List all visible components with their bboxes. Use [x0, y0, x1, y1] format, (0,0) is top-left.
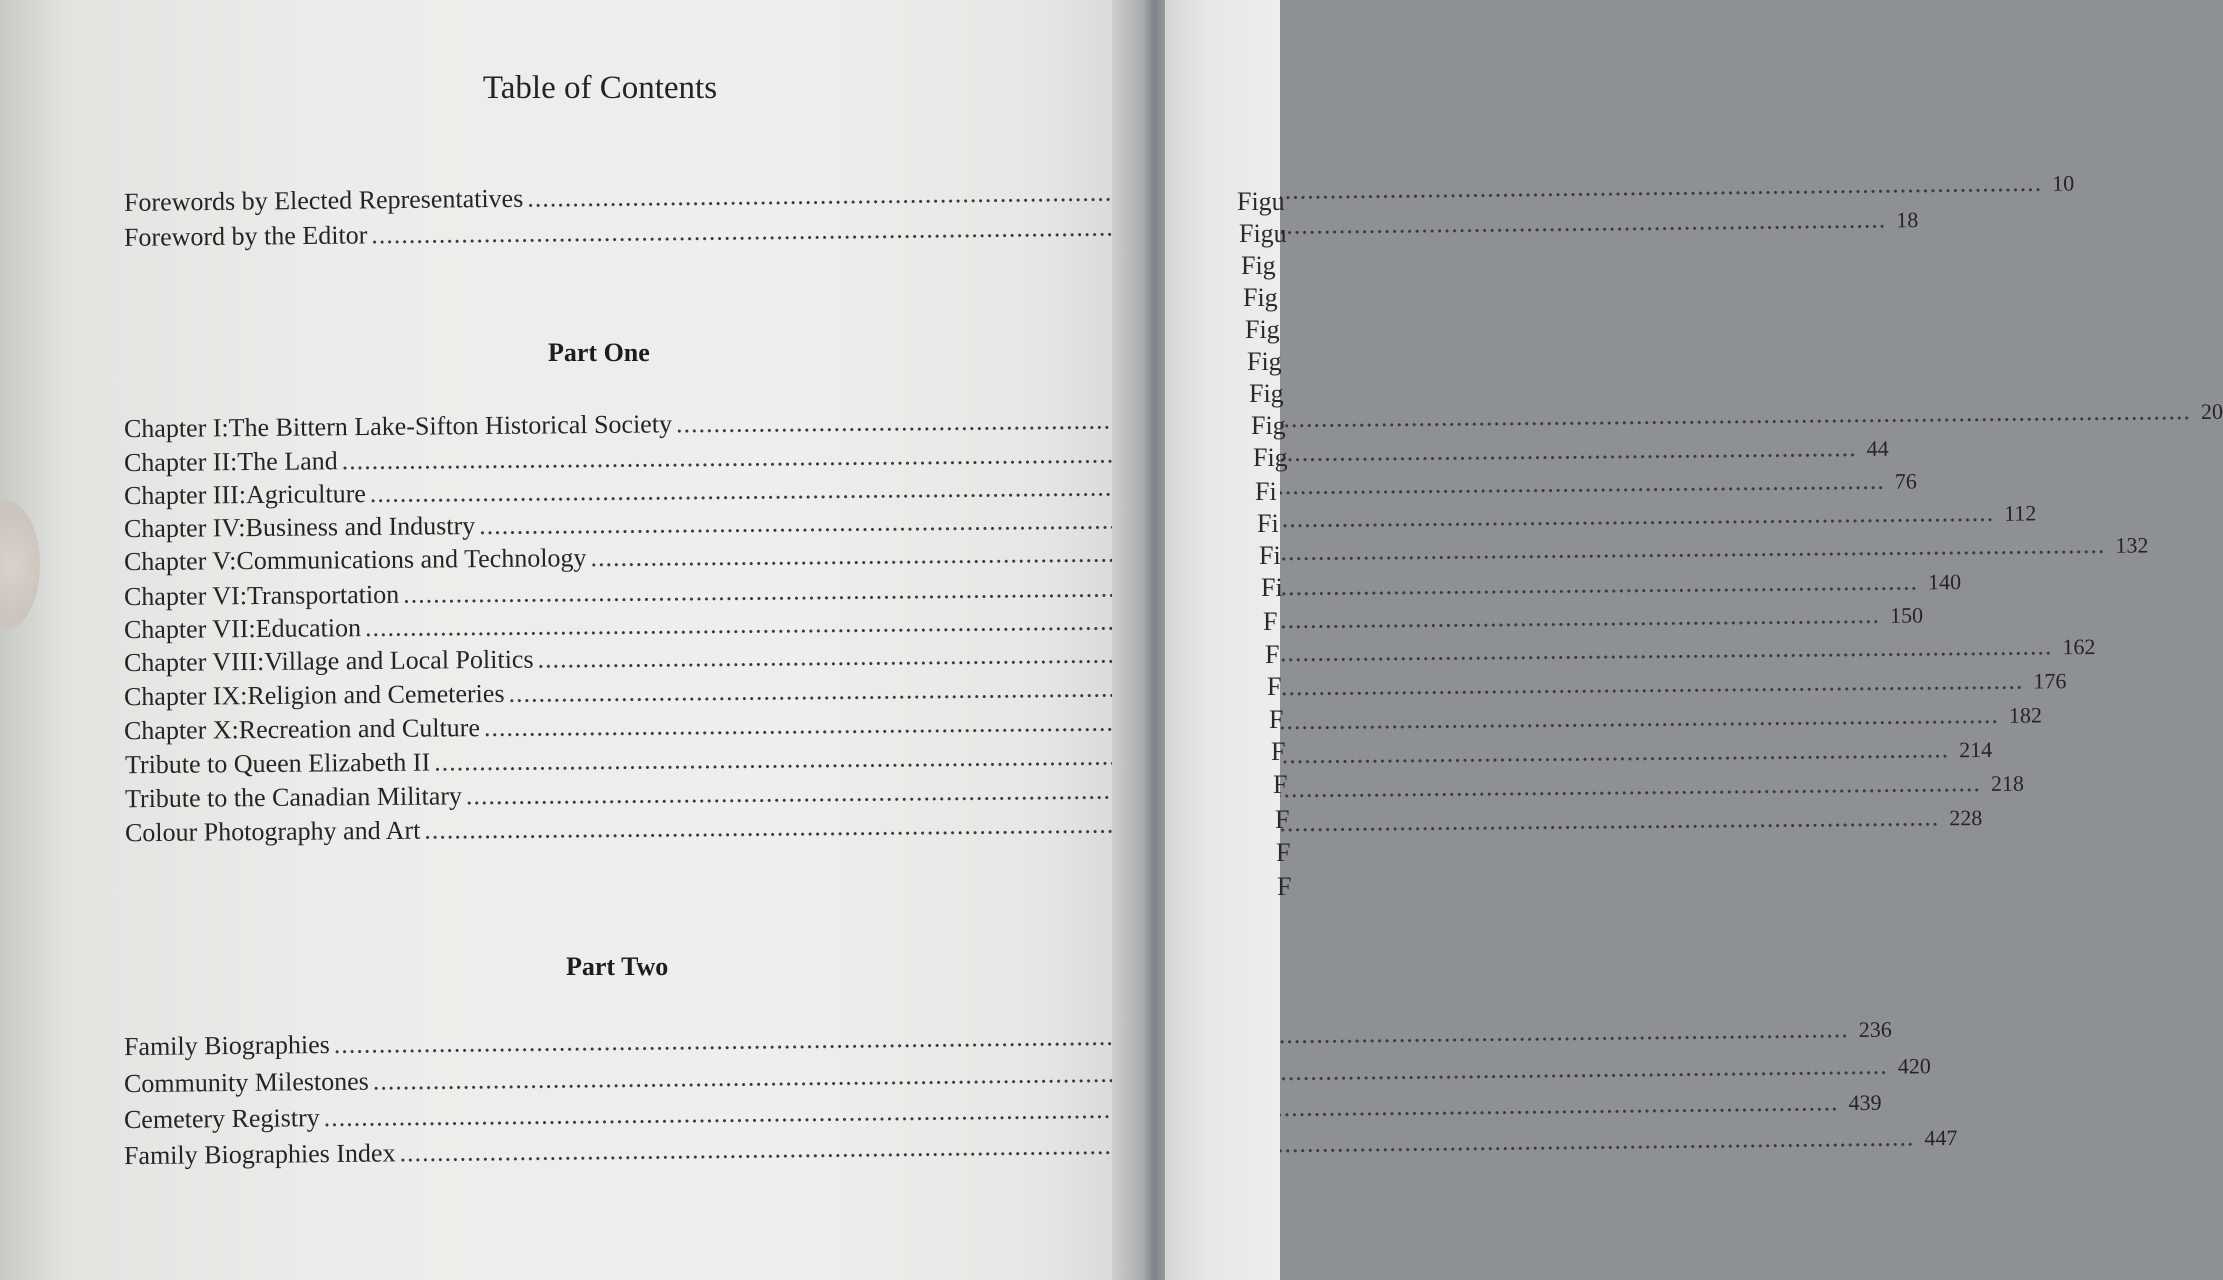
chapter-title: Communications and Technology	[236, 543, 587, 576]
finger-shadow	[0, 500, 40, 630]
toc-entry-page: 10	[2052, 170, 2075, 196]
toc-entry-label: Forewords by Elected Representatives	[123, 183, 524, 217]
toc-entry-page: 214	[1959, 736, 1993, 763]
chapter-page: 182	[2008, 702, 2042, 728]
facing-fragment: Fi	[1261, 573, 1283, 602]
facing-fragment: Figu	[1239, 219, 1287, 248]
chapter-number: Chapter X:	[123, 715, 239, 746]
chapter-number: Chapter VII:	[123, 614, 256, 645]
chapter-title: Transportation	[246, 579, 400, 611]
toc-entry-label: Cemetery Registry	[123, 1103, 320, 1135]
toc-entry	[124, 805, 1983, 852]
chapter-title: The Land	[237, 446, 338, 477]
facing-fragment: F	[1276, 838, 1291, 867]
facing-fragment: Fig	[1247, 347, 1282, 376]
toc-entry-label: Tribute to the Canadian Military	[124, 781, 463, 814]
facing-fragment: Fig	[1243, 283, 1278, 312]
chapter-number: Chapter VIII:	[123, 646, 265, 678]
chapter-number: Chapter II:	[123, 447, 238, 478]
facing-fragment: F	[1269, 705, 1284, 734]
part-one-heading: Part One	[548, 338, 650, 367]
chapter-number: Chapter IX:	[123, 681, 248, 712]
toc-entry-page: 439	[1848, 1089, 1882, 1116]
chapter-page: 20	[2200, 398, 2223, 424]
chapter-number: Chapter VI:	[123, 581, 248, 612]
facing-page	[1165, 0, 1292, 1280]
facing-fragment: Fi	[1255, 477, 1277, 506]
page-title: Table of Contents	[482, 70, 718, 106]
facing-fragment: F	[1267, 672, 1282, 701]
chapter-page: 176	[2033, 668, 2067, 694]
chapter-title: Agriculture	[245, 479, 366, 510]
chapter-page: 140	[1927, 569, 1962, 595]
facing-fragment: Fig	[1251, 411, 1286, 440]
chapter-title: Village and Local Politics	[264, 644, 534, 676]
chapter-number: Chapter III:	[123, 480, 247, 511]
toc-entry-page: 420	[1897, 1053, 1931, 1079]
toc-entry-label: Community Milestones	[123, 1066, 369, 1099]
toc-entry-page: 218	[1990, 770, 2025, 796]
facing-fragment: F	[1265, 640, 1280, 669]
toc-entry-label: Foreword by the Editor	[123, 220, 368, 252]
facing-fragment: Fi	[1257, 509, 1279, 538]
toc-entry-label: Family Biographies Index	[123, 1138, 396, 1171]
chapter-title: The Bittern Lake-Sifton Historical Society	[228, 409, 673, 443]
facing-fragment: Fig	[1249, 379, 1284, 408]
toc-entry-label: Family Biographies	[123, 1029, 330, 1062]
chapter-number: Chapter I:	[123, 413, 229, 444]
toc-entry-page: 447	[1924, 1124, 1958, 1151]
facing-fragment: Fig	[1245, 315, 1280, 344]
chapter-title: Education	[255, 613, 362, 644]
toc-entry-page: 236	[1858, 1016, 1892, 1042]
toc-entry-label: Tribute to Queen Elizabeth II	[124, 747, 431, 780]
chapter-page: 162	[2062, 633, 2096, 660]
chapter-title: Religion and Cemeteries	[247, 678, 505, 711]
facing-fragment: F	[1271, 737, 1286, 766]
part-two-heading: Part Two	[566, 952, 669, 981]
toc-entry-label: Colour Photography and Art	[124, 815, 421, 848]
facing-fragment: F	[1275, 805, 1290, 834]
toc-entry-page: 228	[1949, 805, 1983, 831]
leader-dots	[676, 396, 2191, 439]
chapter-title: Business and Industry	[245, 511, 476, 543]
facing-fragment: Fig	[1253, 443, 1288, 472]
facing-fragment: Fi	[1259, 541, 1281, 570]
chapter-page: 44	[1866, 435, 1889, 461]
chapter-number: Chapter V:	[123, 546, 237, 577]
facing-fragment: F	[1273, 770, 1288, 799]
facing-fragment: Figu	[1237, 187, 1285, 216]
chapter-title: Recreation and Culture	[238, 713, 481, 745]
toc-entry-page: 18	[1896, 207, 1919, 233]
chapter-page: 132	[2115, 532, 2149, 558]
chapter-page: 150	[1889, 602, 1924, 628]
chapter-page: 76	[1894, 468, 1917, 494]
chapter-number: Chapter IV:	[123, 513, 246, 544]
facing-fragment: F	[1277, 872, 1292, 901]
facing-fragment: Fig	[1241, 251, 1276, 280]
facing-fragment: F	[1263, 607, 1278, 636]
chapter-page: 112	[2004, 500, 2037, 526]
